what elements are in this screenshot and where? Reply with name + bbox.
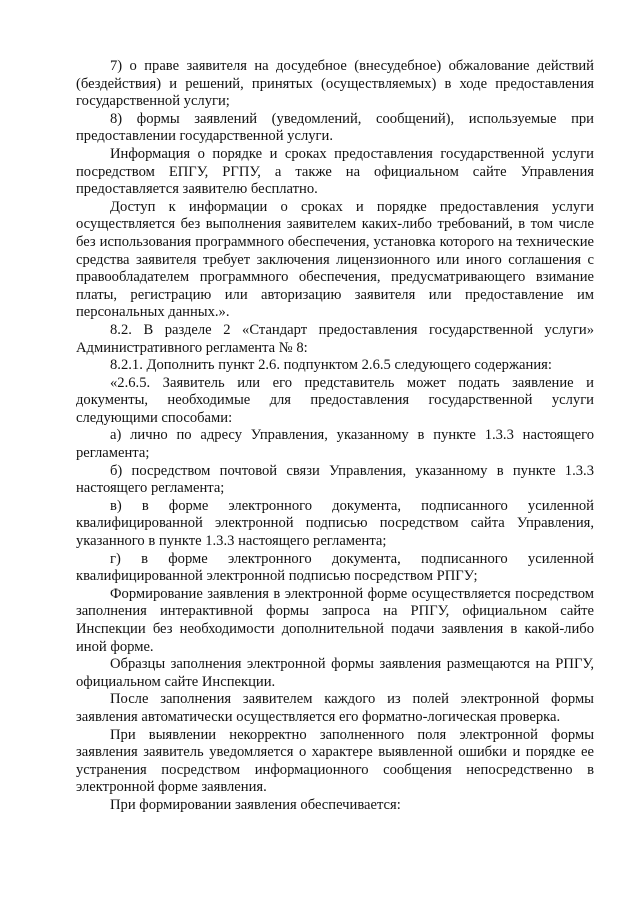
paragraph-info-free-of-charge: Информация о порядке и сроках предоставления государственной услуги посредством ЕПГУ, РГПУ, а также на официальном сайте Управления предоставляется заявителю бесплатно. (76, 145, 594, 198)
paragraph-method-a-in-person: а) лично по адресу Управления, указанному в пункте 1.3.3 настоящего регламента; (76, 427, 594, 462)
paragraph-form-samples: Образцы заполнения электронной формы заявления размещаются на РПГУ, официальном сайте Инспекции. (76, 656, 594, 690)
paragraph-section-8-2: 8.2. В разделе 2 «Стандарт предоставления государственной услуги» Административного регламента № 8: (76, 321, 594, 356)
paragraph-method-b-postal: б) посредством почтовой связи Управления, указанному в пункте 1.3.3 настоящего регламента; (76, 462, 594, 497)
paragraph-item-8-application-forms: 8) формы заявлений (уведомлений, сообщений), используемые при предоставлении государственной услуги. (76, 110, 594, 145)
paragraph-form-provides: При формировании заявления обеспечивается: (110, 796, 401, 813)
document-body (76, 58, 594, 815)
paragraph-method-d-rpgu: г) в форме электронного документа, подписанного усиленной квалифицированной электронной подписью посредством РПГУ; (76, 550, 594, 585)
paragraph-format-check: После заполнения заявителем каждого из полей электронной формы заявления автоматически осуществляется его форматно-логическая проверка. (76, 691, 594, 725)
paragraph-clause-2-6-5: «2.6.5. Заявитель или его представитель может подать заявление и документы, необходимые для предоставления государственной услуги следующими способами: (76, 374, 594, 426)
paragraph-item-7-appeal-rights: 7) о праве заявителя на досудебное (внесудебное) обжалование действий (бездействия) и решений, принятых (осуществляемых) в ходе предоставления государственной услуги; (76, 58, 594, 110)
paragraph-error-notification: При выявлении некорректно заполненного поля электронной формы заявления заявитель уведомляется о характере выявленной ошибки и порядке ее устранения посредством информационного сообщения непосредственно в электронной форме заявления. (76, 726, 594, 796)
paragraph-method-c-website: в) в форме электронного документа, подписанного усиленной квалифицированной электронной подписью посредством сайта Управления, указанного в пункте 1.3.3 настоящего регламента; (76, 497, 594, 550)
paragraph-electronic-form-creation: Формирование заявления в электронной форме осуществляется посредством заполнения интерактивной формы запроса на РПГУ, официальном сайте Инспекции без необходимости дополнительной подачи заявления в какой-либо иной форме. (76, 585, 594, 655)
paragraph-section-8-2-1: 8.2.1. Дополнить пункт 2.6. подпунктом 2.6.5 следующего содержания: (110, 357, 552, 374)
paragraph-info-access-conditions: Доступ к информации о сроках и порядке предоставления услуги осуществляется без выполнения заявителем каких-либо требований, в том числе без использования программного обеспечения, установка которого на технические средства заявителя требует заключения лицензионного или иного соглашения с правообладателем программного обеспечения, предусматривающего взимание платы, регистрацию или авторизацию заявителя или предоставление им персональных данных.». (76, 198, 594, 321)
